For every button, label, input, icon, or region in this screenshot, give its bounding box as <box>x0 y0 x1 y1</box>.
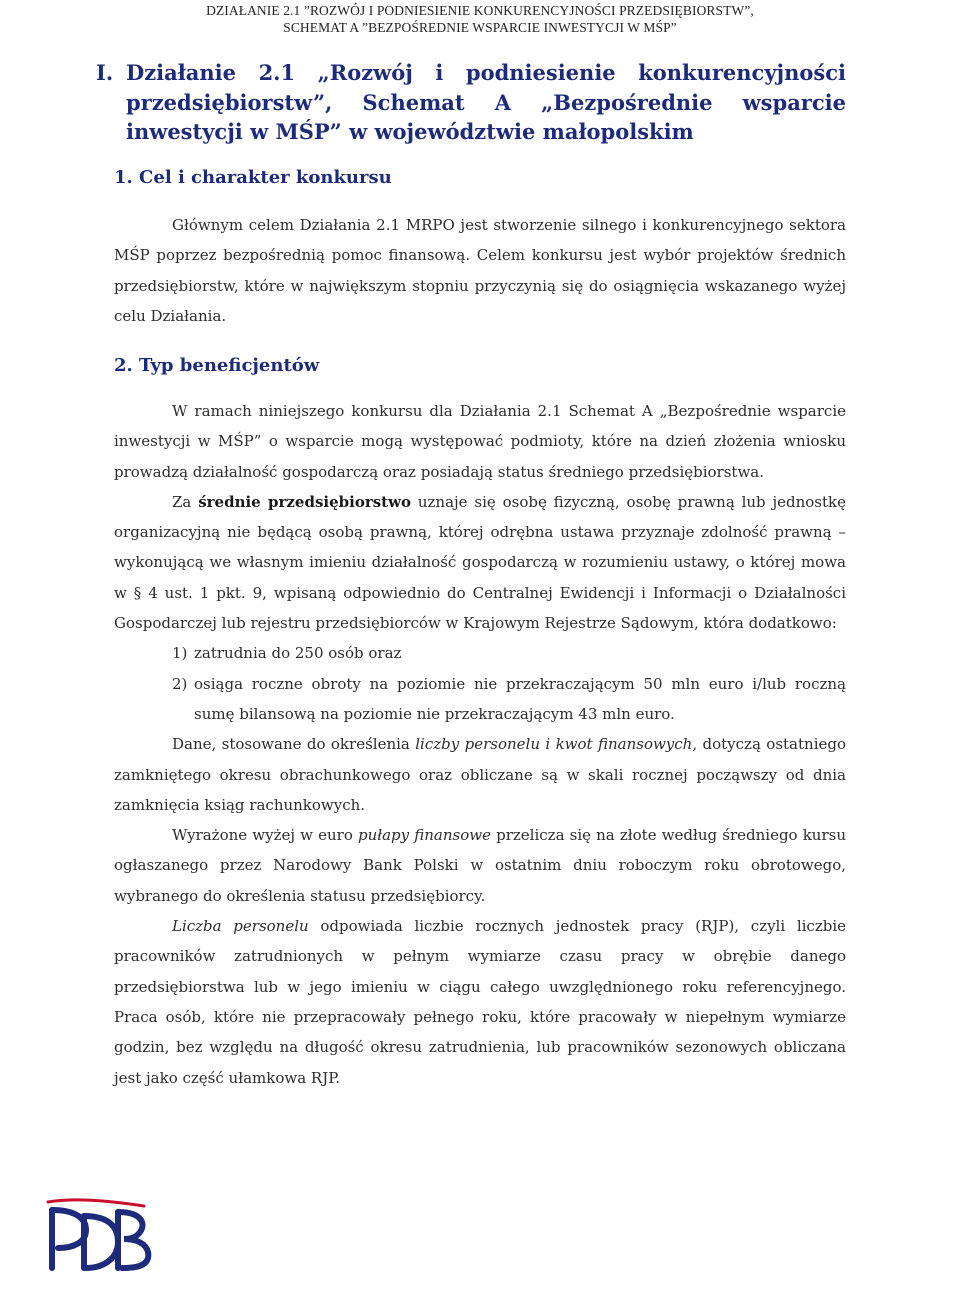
section-2-body <box>114 396 846 1093</box>
paragraph-text: odpowiada liczbie rocznych jednostek pracy (RJP), czyli liczbie pracowników zatrudnionych w pełnym wymiarze czasu pracy w obrębie danego przedsiębiorstwa lub w jego imieniu w ciągu całego uwzględnionego roku referencyjnego. Praca osób, które nie przepracowały pełnego roku, które pracowały w niepełnym wymiarze godzin, bez względu na długość okresu zatrudnienia, lub pracowników sezonowych obliczana jest jako część ułamkowa RJP. <box>114 917 847 1087</box>
medium-enterprise-term: średnie przedsiębiorstwo <box>198 492 412 511</box>
exchange-rate-paragraph <box>114 820 846 911</box>
pdb-logo-icon <box>44 1196 154 1276</box>
title-line-3: inwestycji w MŚP” w województwie małopolskim <box>126 119 694 144</box>
definition-text: uznaje się osobę fizyczną, osobę prawną lub jednostkę organizacyjną nie będącą osobą prawną, której odrębna ustawa przyznaje zdolność prawną – wykonującą we własnym imieniu działalność gospodarczą w rozumieniu ustawy, o której mowa w § 4 ust. 1 pkt. 9, wpisaną odpowiednio do Centralnej Ewidencji i Informacji o Działalności Gospodarczej lub rejestru przedsiębiorców w Krajowym Rejestrze Sądowym, która dodatkowo: <box>114 492 846 633</box>
section-heading-beneficiaries: 2. Typ beneficjentów <box>114 355 320 376</box>
section-1-body <box>114 210 846 331</box>
medium-enterprise-definition <box>114 487 846 638</box>
header-line-2: SCHEMAT A ”BEZPOŚREDNIE WSPARCIE INWESTYCJI W MŚP” <box>283 20 677 35</box>
list-item-text: zatrudnia do 250 osób oraz <box>194 644 402 663</box>
paragraph-text: przelicza się na złote według średniego kursu ogłaszanego przez Narodowy Bank Polski w ostatnim dniu roboczym roku obrotowego, wybranego do określenia statusu przedsiębiorcy. <box>114 826 846 905</box>
list-item-text: osiąga roczne obroty na poziomie nie przekraczającym 50 mln euro i/lub roczną sumę bilansową na poziomie nie przekraczającym 43 mln euro. <box>194 674 846 723</box>
data-period-paragraph <box>114 729 846 820</box>
definition-lead: Za <box>172 492 199 511</box>
paragraph-text: , dotyczą ostatniego zamkniętego okresu obrachunkowego oraz obliczane są w skali rocznej począwszy od dnia zamknięcia ksiąg rachunkowych. <box>114 735 846 814</box>
list-item <box>114 669 846 730</box>
title-number: I. <box>96 60 114 85</box>
paragraph-lead: Wyrażone wyżej w euro <box>172 826 358 845</box>
personnel-paragraph <box>114 911 846 1093</box>
goal-paragraph: Głównym celem Działania 2.1 MRPO jest stworzenie silnego i konkurencyjnego sektora MŚP poprzez bezpośrednią pomoc finansową. Celem konkursu jest wybór projektów średnich przedsiębiorstw, które w największym stopniu przyczynią się do osiągnięcia wskazanego wyżej celu Działania. <box>114 216 846 325</box>
document-title <box>96 58 846 147</box>
emphasis-text: pułapy finansowe <box>357 826 491 845</box>
list-item <box>114 638 846 668</box>
logo-accent-swoosh <box>48 1200 144 1206</box>
section-heading-goal: 1. Cel i charakter konkursu <box>114 167 392 188</box>
paragraph-lead: Dane, stosowane do określenia <box>172 735 416 754</box>
running-header <box>0 2 960 36</box>
beneficiaries-paragraph: W ramach niniejszego konkursu dla Działania 2.1 Schemat A „Bezpośrednie wsparcie inwestycji w MŚP” o wsparcie mogą występować podmioty, które na dzień złożenia wniosku prowadzą działalność gospodarczą oraz posiadają status średniego przedsiębiorstwa. <box>114 402 846 481</box>
list-marker: 2) <box>172 674 188 693</box>
title-line-1: Działanie 2.1 „Rozwój i podniesienie konkurencyjności <box>126 60 846 85</box>
emphasis-text: liczby personelu i kwot finansowych <box>415 735 693 754</box>
list-marker: 1) <box>172 644 188 663</box>
title-line-2: przedsiębiorstw”, Schemat A „Bezpośrednie wsparcie <box>126 89 846 115</box>
header-line-1: DZIAŁANIE 2.1 ”ROZWÓJ I PODNIESIENIE KONKURENCYJNOŚCI PRZEDSIĘBIORSTW”, <box>206 3 754 18</box>
emphasis-text: Liczba personelu <box>172 917 309 936</box>
